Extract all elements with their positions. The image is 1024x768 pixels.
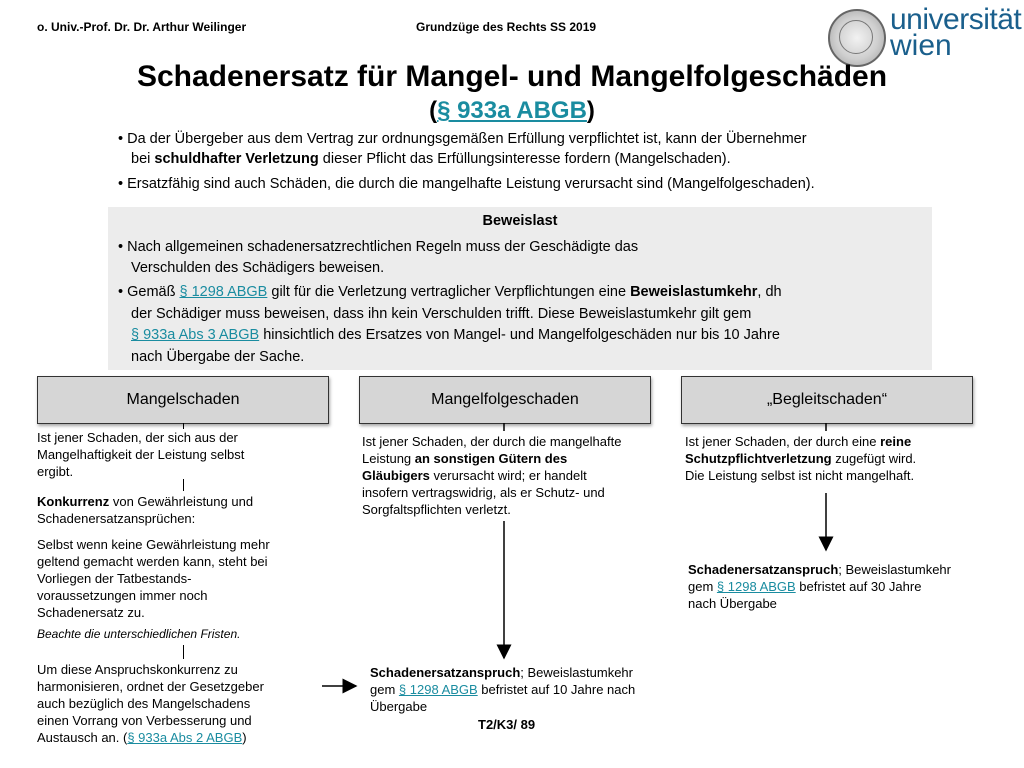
box-mangelfolgeschaden: Mangelfolgeschaden: [359, 376, 651, 424]
beweislast-point-2: • Gemäß § 1298 ABGB gilt für die Verletzung vertraglicher Verpflichtungen eine Beweislastumkehr, dh der Schädiger muss beweisen, dass ihn kein Verschulden trifft. Diese Beweislastumkehr gilt gem § 933a Abs 3 ABGB hinsichtlich des Ersatzes von Mangel- und Mangelfolgeschäden nur bis 10 Jahre nach Übergabe der Sache.: [118, 284, 782, 365]
harmonisierung-text: Um diese Anspruchskonkurrenz zu harmonisieren, ordnet der Gesetzgeber auch bezüglich des Mangelschadens einen Vorrang von Verbesserung und Austausch an. (§ 933a Abs 2 ABGB): [37, 662, 264, 745]
beweislast-heading: Beweislast: [482, 213, 558, 229]
begleitschaden-definition: Ist jener Schaden, der durch eine reine Schutzpflichtverletzung zugefügt wird. Die Leistung selbst ist nicht mangelhaft.: [685, 434, 917, 483]
author-header: o. Univ.-Prof. Dr. Dr. Arthur Weilinger: [37, 20, 247, 34]
mangelfolgeschaden-result: Schadenersatzanspruch; Beweislastumkehr gem § 1298 ABGB befristet auf 10 Jahre nach Übergabe: [370, 665, 636, 714]
begleitschaden-result: Schadenersatzanspruch; Beweislastumkehr gem § 1298 ABGB befristet auf 30 Jahre nach Übergabe: [688, 562, 951, 611]
link-933a-abs2[interactable]: § 933a Abs 2 ABGB: [127, 730, 243, 745]
mangelschaden-definition: Ist jener Schaden, der sich aus der Mangelhaftigkeit der Leistung selbst ergibt.: [37, 430, 245, 479]
link-1298-col2[interactable]: § 1298 ABGB: [398, 682, 478, 697]
box-begleitschaden: „Begleitschaden“: [681, 376, 973, 424]
course-header: Grundzüge des Rechts SS 2019: [416, 20, 597, 34]
mangelfolgeschaden-definition: Ist jener Schaden, der durch die mangelhafte Leistung an sonstigen Gütern des Gläubigers verursacht wird; er handelt insofern vertragswidrig, als er Schutz- und Sorgfaltspflichten verletzt.: [362, 434, 622, 517]
konkurrenz-text: Konkurrenz von Gewährleistung und Schadenersatzansprüchen:: [37, 494, 254, 526]
logo-text-universitaet: universität: [890, 3, 1022, 36]
fristen-note: Beachte die unterschiedlichen Fristen.: [37, 627, 241, 641]
link-933a[interactable]: § 933a ABGB: [437, 97, 587, 124]
box-mangelschaden: Mangelschaden: [37, 376, 329, 424]
link-1298[interactable]: § 1298 ABGB: [179, 284, 268, 300]
slide-subtitle: (§ 933a ABGB): [429, 97, 595, 124]
logo-text-wien: wien: [890, 29, 952, 62]
link-933a-abs3[interactable]: § 933a Abs 3 ABGB: [131, 327, 260, 343]
intro-bullet-1: • Da der Übergeber aus dem Vertrag zur ordnungsgemäßen Erfüllung verpflichtet ist, kann der Übernehmer bei schuldhafter Verletzung dieser Pflicht das Erfüllungsinteresse fordern (Mangelschaden).: [118, 131, 807, 167]
reference-code: T2/K3/ 89: [478, 717, 536, 732]
slide-title: Schadenersatz für Mangel- und Mangelfolgeschäden: [136, 60, 888, 93]
intro-bullet-2: • Ersatzfähig sind auch Schäden, die durch die mangelhafte Leistung verursacht sind (Mangelfolgeschaden).: [118, 176, 815, 192]
link-1298-col3[interactable]: § 1298 ABGB: [716, 579, 796, 594]
beweislast-point-1: • Nach allgemeinen schadenersatzrechtlichen Regeln muss der Geschädigte das Verschulden des Schädigers beweisen.: [118, 239, 639, 276]
schadenersatz-text: Selbst wenn keine Gewährleistung mehr geltend gemacht werden kann, steht bei Vorliegen der Tatbestands- voraussetzungen immer noch Schadenersatz zu.: [37, 537, 270, 620]
